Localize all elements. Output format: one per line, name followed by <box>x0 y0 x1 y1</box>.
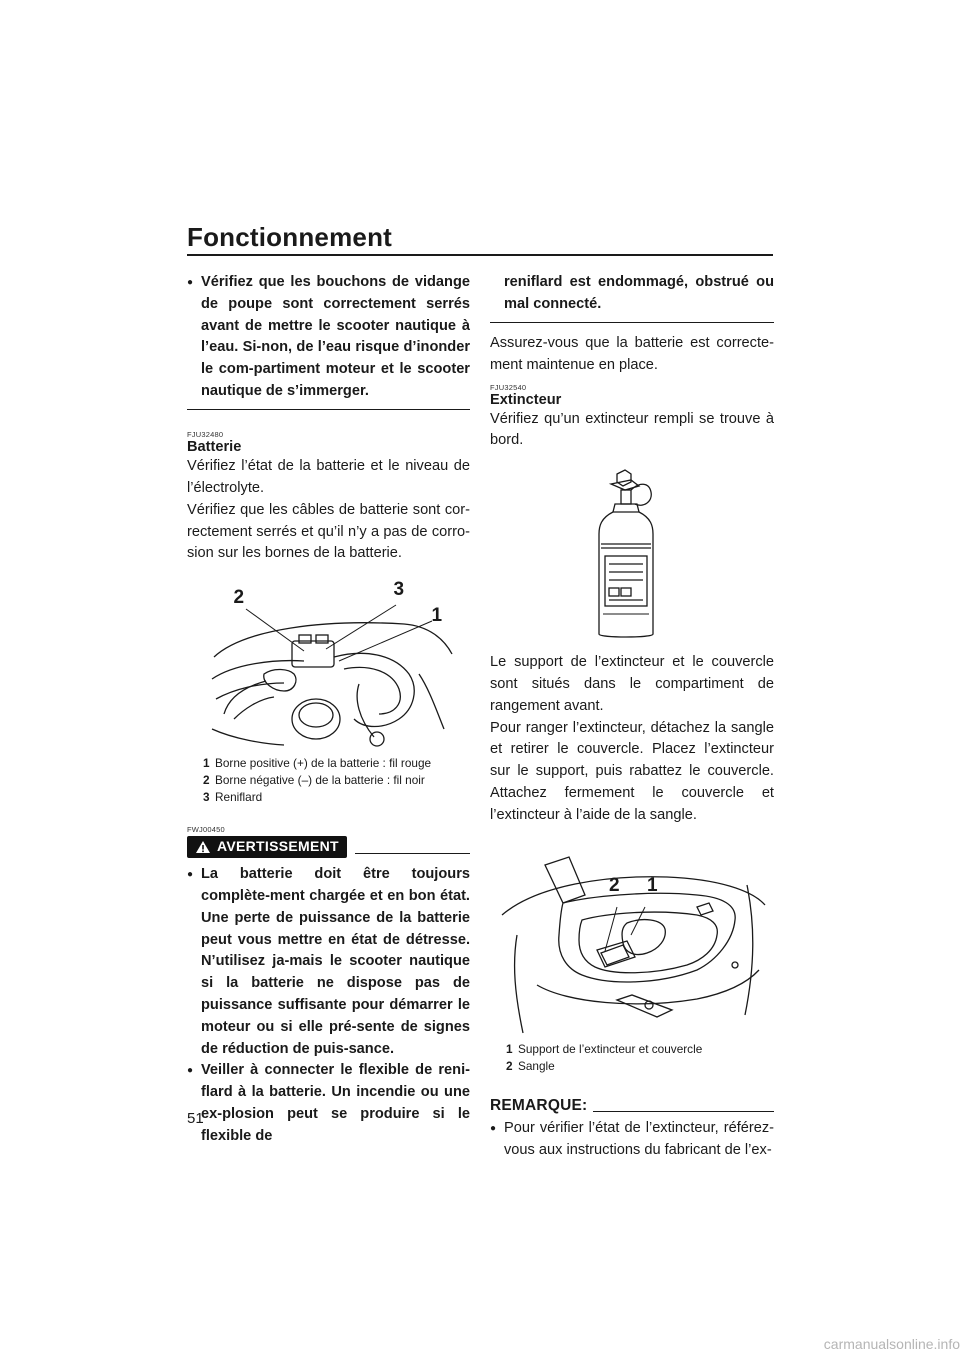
intro-warning-bullet <box>187 272 470 403</box>
extinguisher-paragraph-2: Le support de l’extincteur et le couvercle sont situés dans le compartiment de rangement avant. <box>490 654 774 714</box>
legend-item <box>490 1041 774 1058</box>
legend-item <box>187 755 470 772</box>
warning-badge <box>187 836 347 858</box>
warning-code: FWJ00450 <box>187 825 225 835</box>
extinguisher-paragraph-3: Pour ranger l’extincteur, détachez la sangle et retirer le couvercle. Placez l’extincteur sur le support, puis rabattez le couvercle. Attachez fermement le couvercle et l’extincteur à l’aide de la sangle. <box>490 719 774 823</box>
legend-text: Borne positive (+) de la batterie : fil rouge <box>215 756 432 771</box>
legend-number: 2 <box>506 1058 513 1073</box>
warning-bullet-1 <box>187 864 470 1060</box>
section-rule <box>187 409 470 411</box>
right-column <box>490 272 774 1162</box>
storage-callout-2: 2 <box>609 874 620 896</box>
battery-callout-2: 2 <box>233 587 245 609</box>
legend-item <box>187 789 470 806</box>
warning-triangle-icon <box>195 840 211 854</box>
battery-legend <box>187 755 470 806</box>
note-bullet-text: Pour vérifier l’état de l’extincteur, référez-vous aux instructions du fabricant de l’ex- <box>504 1120 774 1159</box>
watermark: carmanualsonline.info <box>823 1336 960 1352</box>
battery-section-code: FJU32480 <box>187 430 224 440</box>
note-rule <box>593 1111 774 1113</box>
warning-bullet-2-text: Veiller à connecter le flexible de reni-flard à la batterie. Un incendie ou une ex-plosion peut se produire si le flexible de <box>201 1062 470 1144</box>
note-label: REMARQUE: <box>490 1096 588 1114</box>
bullet-icon: ● <box>187 869 194 881</box>
legend-text: Borne négative (–) de la batterie : fil noir <box>215 773 425 788</box>
battery-paragraph-1: Vérifiez l’état de la batterie et le niveau de l’électrolyte. <box>187 458 470 497</box>
storage-callout-1: 1 <box>647 874 658 896</box>
battery-paragraph-3: Assurez-vous que la batterie est correcte-ment maintenue en place. <box>490 335 774 373</box>
note-header <box>490 1095 774 1117</box>
extinguisher-heading: Extincteur <box>490 391 562 408</box>
legend-number: 1 <box>506 1041 513 1056</box>
fire-extinguisher-illustration <box>587 464 677 640</box>
extinguisher-figure <box>587 464 677 640</box>
legend-text: Reniflard <box>215 790 263 805</box>
legend-text: Support de l’extincteur et couvercle <box>518 1041 703 1056</box>
warning-end-rule <box>490 322 774 324</box>
battery-heading: Batterie <box>187 439 242 456</box>
extinguisher-paragraph-1: Vérifiez qu’un extincteur rempli se trouve à bord. <box>490 410 774 449</box>
battery-callout-3: 3 <box>393 579 405 601</box>
warning-rule <box>355 853 470 855</box>
legend-item <box>490 1058 774 1075</box>
legend-number: 3 <box>203 790 210 805</box>
title-rule <box>187 254 773 256</box>
legend-number: 1 <box>203 756 210 771</box>
battery-paragraph-2: Vérifiez que les câbles de batterie sont cor-rectement serrés et qu’il n’y a pas de corro-sion sur les bornes de la batterie. <box>187 501 470 562</box>
storage-legend <box>490 1041 774 1075</box>
bullet-icon: ● <box>490 1123 497 1135</box>
warning-bullet-2 <box>187 1060 470 1147</box>
note-bullet <box>490 1118 774 1162</box>
left-column <box>187 272 470 1148</box>
bullet-icon: ● <box>187 277 194 288</box>
page-number: 51 <box>187 1110 204 1127</box>
warning-header <box>187 836 470 858</box>
legend-item <box>187 772 470 789</box>
warning-bullet-1-text: La batterie doit être toujours complète-ment chargée et en bon état. Une perte de puissance de la batterie peut vous mettre en état de détresse. N’utilisez ja-mais le scooter nautique si la batterie ne dispose pas de puissance suffisante pour démarrer le moteur ou si elle pré-sente de signes de réduction de puis-sance. <box>201 866 470 1057</box>
warning-label: AVERTISSEMENT <box>217 838 339 855</box>
bullet-icon: ● <box>187 1065 194 1077</box>
legend-text: Sangle <box>518 1058 555 1073</box>
intro-warning-text: Vérifiez que les bouchons de vidange de poupe sont correctement serrés avant de mettre le scooter nautique à l’eau. Si-non, de l’eau risque d’inonder le com-partiment moteur et le scooter nautique de s’immerger. <box>201 274 470 399</box>
page-title: Fonctionnement <box>187 222 393 252</box>
storage-figure <box>497 845 767 1035</box>
battery-callout-1: 1 <box>431 605 443 627</box>
battery-figure <box>204 579 454 751</box>
extinguisher-section-code: FJU32540 <box>490 382 527 392</box>
warning-continued-text: reniflard est endommagé, obstrué ou mal connecté. <box>504 274 774 312</box>
storage-compartment-illustration <box>497 845 767 1035</box>
legend-number: 2 <box>203 773 210 788</box>
